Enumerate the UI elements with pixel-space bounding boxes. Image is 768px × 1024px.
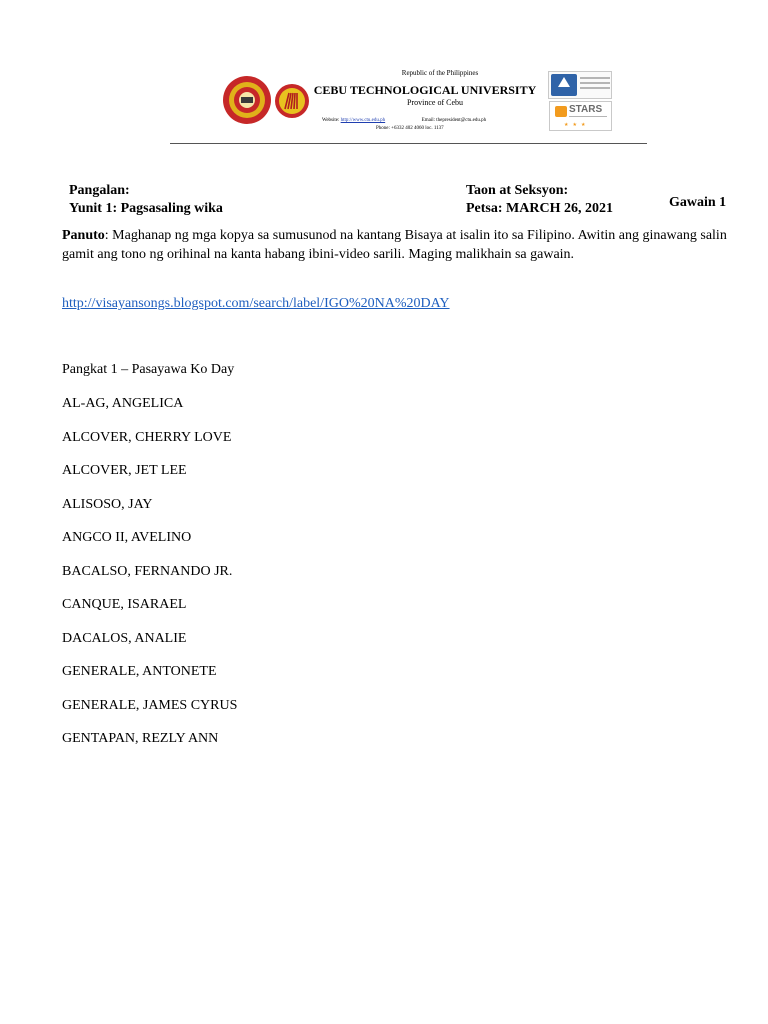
stars-logo-icon xyxy=(555,106,567,117)
stars-rating-badge xyxy=(549,101,612,131)
website-label: Website: xyxy=(322,118,340,123)
group-title: Pangkat 1 – Pasayawa Ko Day xyxy=(62,362,235,377)
member-name: GENERALE, ANTONETE xyxy=(62,664,217,679)
star-rating-icon: ★★★ xyxy=(564,122,590,128)
member-name: ANGCO II, AVELINO xyxy=(62,530,192,545)
tuv-certification-badge xyxy=(548,71,612,99)
member-name: CANQUE, ISARAEL xyxy=(62,597,187,612)
member-name: GENTAPAN, REZLY ANN xyxy=(62,731,219,746)
member-name: AL-AG, ANGELICA xyxy=(62,396,184,411)
website-link[interactable]: http://www.ctu.edu.ph xyxy=(340,118,386,123)
tuv-logo-icon xyxy=(551,74,577,96)
instructions-label: Panuto xyxy=(62,228,105,243)
member-list xyxy=(62,396,237,765)
member-name: BACALSO, FERNANDO JR. xyxy=(62,563,233,579)
phone-line: Phone: +6332 402 4060 loc. 1137 xyxy=(376,126,444,131)
member-name: ALISOSO, JAY xyxy=(62,496,153,512)
province-line: Province of Cebu xyxy=(407,98,463,107)
petsa-field: Petsa: MARCH 26, 2021 xyxy=(466,201,613,216)
university-name: CEBU TECHNOLOGICAL UNIVERSITY xyxy=(313,83,537,97)
gawain-label: Gawain 1 xyxy=(669,195,727,210)
taon-seksyon-field: Taon at Seksyon: xyxy=(466,183,569,198)
republic-line: Republic of the Philippines xyxy=(401,69,479,77)
instructions-paragraph xyxy=(62,226,752,264)
header-divider xyxy=(170,143,647,144)
song-link[interactable]: http://visayansongs.blogspot.com/search/label/IGO%20NA%20DAY xyxy=(62,296,450,311)
stars-badge-label: STARS xyxy=(569,104,603,115)
member-name: ALCOVER, CHERRY LOVE xyxy=(62,429,232,445)
email-address: thepresident@ctu.edu.ph xyxy=(436,118,487,123)
member-name: DACALOS, ANALIE xyxy=(62,630,187,646)
instructions-text: : Maghanap ng mga kopya sa sumusunod na kantang Bisaya at isalin ito sa Filipino. Awitin ang ginawang salin gamit ang tono ng orihinal na kanta habang ibini-video sarili. Maging malikhain sa gawain. xyxy=(62,228,727,262)
email-label: Email: xyxy=(421,118,435,123)
yunit-field: Yunit 1: Pagsasaling wika xyxy=(69,201,223,216)
member-name: ALCOVER, JET LEE xyxy=(62,463,187,478)
ctu-seal-logo xyxy=(222,75,272,125)
member-name: GENERALE, JAMES CYRUS xyxy=(62,697,238,713)
contact-line xyxy=(322,118,486,123)
pangalan-field: Pangalan: xyxy=(69,183,130,198)
